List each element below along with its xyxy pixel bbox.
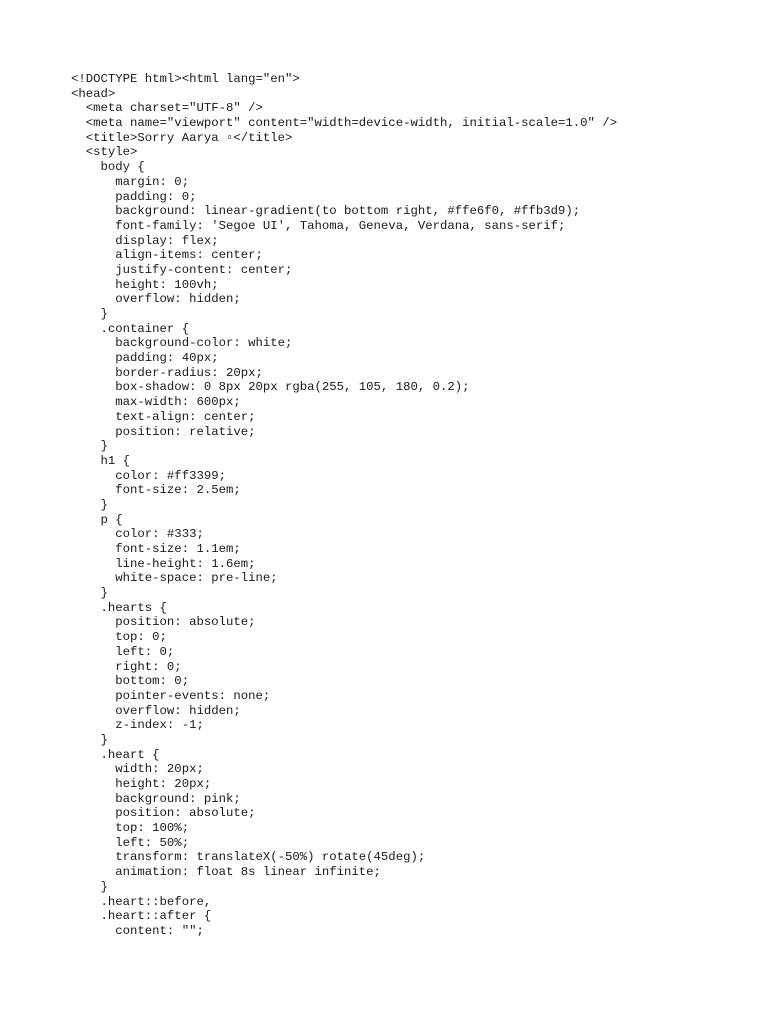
code-line: }: [71, 307, 108, 321]
code-line: <meta charset="UTF-8" />: [71, 101, 263, 116]
code-line: box-shadow: 0 8px 20px rgba(255, 105, 180, 0.2);: [71, 380, 470, 395]
code-line: .heart::before,: [71, 894, 212, 909]
code-line: transform: translateX(-50%) rotate(45deg);: [71, 850, 426, 865]
code-line: overflow: hidden;: [71, 703, 241, 718]
code-line: background: pink;: [71, 791, 241, 806]
code-line: border-radius: 20px;: [71, 365, 263, 380]
code-line: .hearts {: [71, 600, 167, 615]
code-line: <head>: [71, 86, 116, 101]
code-line: right: 0;: [71, 659, 182, 674]
code-line: padding: 0;: [71, 189, 197, 204]
code-line: max-width: 600px;: [71, 395, 241, 410]
code-line: color: #333;: [71, 527, 204, 542]
code-line: z-index: -1;: [71, 718, 204, 733]
code-line: }: [71, 497, 108, 512]
code-line: animation: float 8s linear infinite;: [71, 865, 381, 880]
code-line: background: linear-gradient(to bottom right, #ffe6f0, #ffb3d9);: [71, 204, 581, 219]
code-line: width: 20px;: [71, 762, 204, 777]
code-line: line-height: 1.6em;: [71, 556, 256, 571]
code-line: .heart::after {: [71, 909, 212, 924]
code-line: display: flex;: [71, 233, 219, 248]
code-line: }: [71, 879, 108, 894]
code-line: pointer-events: none;: [71, 688, 271, 703]
code-listing: [71, 72, 617, 939]
code-line: height: 20px;: [71, 777, 212, 791]
code-line: justify-content: center;: [71, 262, 293, 277]
code-line: .container {: [71, 321, 190, 336]
code-line: top: 100%;: [71, 821, 190, 836]
code-line: body {: [71, 160, 145, 175]
code-line: padding: 40px;: [71, 351, 219, 366]
code-line: left: 50%;: [71, 835, 190, 850]
code-line: h1 {: [71, 453, 131, 468]
code-line: left: 0;: [71, 644, 175, 659]
code-line: background-color: white;: [71, 336, 293, 351]
code-line: white-space: pre-line;: [71, 571, 278, 586]
code-line: overflow: hidden;: [71, 292, 241, 307]
code-line: position: relative;: [71, 424, 256, 439]
code-line: content: "";: [71, 923, 204, 938]
code-line: <!DOCTYPE html><html lang="en">: [71, 72, 300, 86]
code-line: color: #ff3399;: [71, 468, 226, 483]
code-line: position: absolute;: [71, 806, 256, 821]
code-line: <title>Sorry Aarya ▫</title>: [71, 130, 293, 145]
code-line: }: [71, 732, 108, 747]
code-line: }: [71, 586, 108, 601]
code-line: height: 100vh;: [71, 277, 219, 292]
code-line: align-items: center;: [71, 248, 263, 263]
code-line: p {: [71, 512, 123, 527]
code-line: position: absolute;: [71, 615, 256, 630]
code-line: font-size: 2.5em;: [71, 483, 241, 498]
code-line: }: [71, 439, 108, 454]
code-line: .heart {: [71, 747, 160, 762]
code-line: <style>: [71, 145, 138, 160]
code-line: top: 0;: [71, 630, 167, 645]
code-line: font-size: 1.1em;: [71, 542, 241, 556]
code-line: text-align: center;: [71, 409, 256, 424]
code-line: bottom: 0;: [71, 674, 190, 689]
code-line: <meta name="viewport" content="width=device-width, initial-scale=1.0" />: [71, 116, 618, 131]
code-line: margin: 0;: [71, 174, 190, 189]
code-line: font-family: 'Segoe UI', Tahoma, Geneva, Verdana, sans-serif;: [71, 218, 566, 233]
